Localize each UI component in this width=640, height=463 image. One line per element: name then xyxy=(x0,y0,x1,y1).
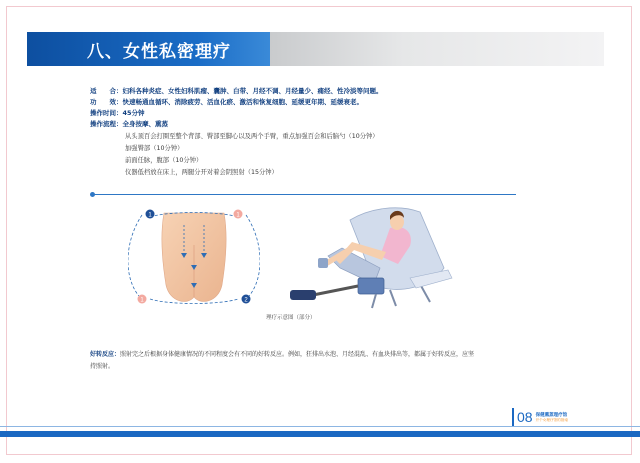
svg-text:2: 2 xyxy=(244,297,248,304)
marker-2-bottom-right xyxy=(242,295,251,304)
path-arrow-right xyxy=(244,215,260,301)
title-banner xyxy=(27,32,270,66)
steam-nozzle xyxy=(290,290,316,300)
title-banner-fade xyxy=(270,32,604,66)
marker-1-bottom-left xyxy=(138,295,147,304)
page-number: 08 xyxy=(517,409,533,425)
step-item: 前面任脉，腹部（10分钟） xyxy=(125,157,203,164)
bottom-stripe xyxy=(0,431,640,437)
reaction-note xyxy=(90,349,480,373)
info-value: 妇科各种炎症、女性妇科肌瘤、囊肿、白带、月经不调、月经量少、痛经、性冷淡等问题。 xyxy=(122,87,383,95)
page-brand-sub: 开个女理疗馆的指南 xyxy=(535,417,568,422)
reaction-text: 照射完之后根据身体健康情况的不同程度会有不同的好转反应。例如，狂排出水泡、月经混乱、有血块排出等，都属于好转反应，应坚持照射。 xyxy=(90,351,475,370)
step-item: 加强臀部（10分钟） xyxy=(125,145,184,152)
marker-1-top-right xyxy=(234,210,243,219)
illustration-caption: 理疗示意图（部分） xyxy=(266,315,316,321)
steam-therapy-illustration xyxy=(280,198,460,310)
step-item: 从头顶百会打圈至整个背部、臀部至脚心以及两个手臂，重点加强百会和后脑勺（10分钟） xyxy=(125,133,379,140)
page-brand: 保健熏蒸理疗馆 xyxy=(535,412,568,418)
info-label: 适 合： xyxy=(90,87,123,95)
steam-device xyxy=(358,278,384,294)
page-number-subtitle xyxy=(536,412,568,423)
svg-text:1: 1 xyxy=(148,212,152,219)
info-value: 45分钟 xyxy=(122,109,145,117)
reaction-label: 好转反应： xyxy=(90,351,121,358)
info-row-effect xyxy=(90,97,363,108)
section-divider xyxy=(91,194,516,195)
page-number-bar xyxy=(512,408,514,426)
marker-1-top-left xyxy=(146,210,155,219)
info-row-process xyxy=(90,119,168,130)
path-arrow-left xyxy=(128,215,144,301)
info-label: 操作流程： xyxy=(90,120,123,128)
svg-text:1: 1 xyxy=(236,212,240,219)
info-value: 全身按摩、熏蒸 xyxy=(122,120,168,128)
svg-text:1: 1 xyxy=(140,297,144,304)
page-title: 八、女性私密理疗 xyxy=(87,42,231,62)
bottom-line xyxy=(0,426,640,427)
info-label: 操作时间： xyxy=(90,109,123,117)
info-row-duration xyxy=(90,108,145,119)
info-label: 功 效： xyxy=(90,98,123,106)
page-number-block xyxy=(512,407,602,427)
info-value: 快速畅通血循环、消除疲劳、活血化瘀、激活和恢复细胞、延缓更年期、延缓衰老。 xyxy=(122,98,363,106)
step-item: 仪器低档放在床上，两腿分开对着会阴照射（15分钟） xyxy=(125,169,278,176)
info-row-suitable xyxy=(90,86,383,97)
back-massage-illustration xyxy=(128,205,260,310)
title-bar xyxy=(27,32,604,66)
